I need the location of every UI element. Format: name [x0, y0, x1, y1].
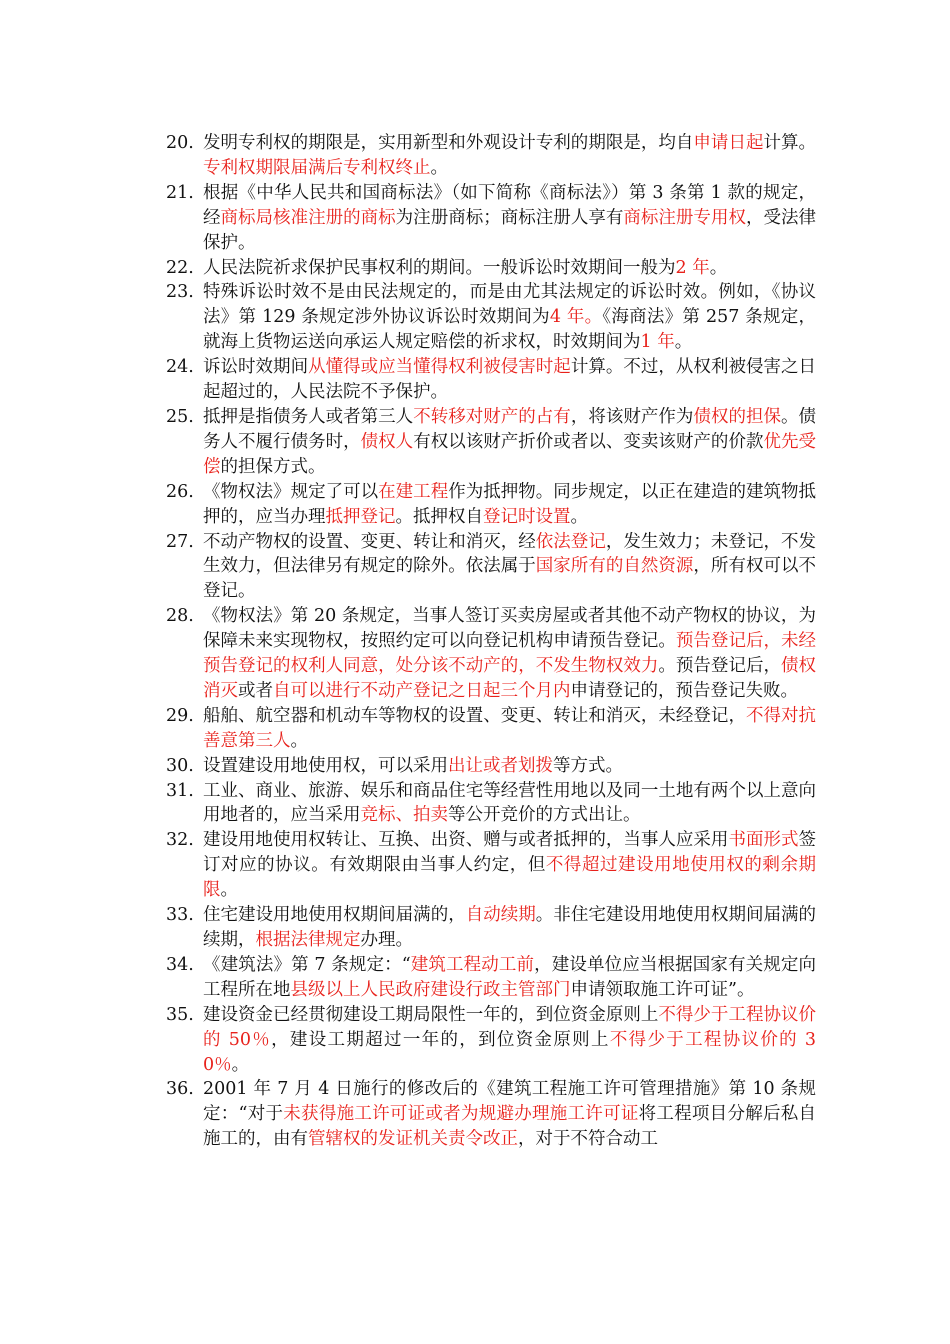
highlighted-text: 自可以进行不动产登记之日起三个月内 [273, 680, 571, 701]
body-text: 根据《中华人民共和国商标法》（如下简称《商标法》）第 3 条第 1 款的规定，经 [203, 182, 816, 228]
item-number: 29. [166, 705, 194, 726]
list-item [166, 1077, 816, 1152]
item-text [203, 828, 816, 903]
item-number: 25. [166, 406, 194, 427]
highlighted-text: 4 年。 [549, 307, 603, 328]
body-text: 。 [709, 257, 728, 278]
body-text: 计算。不过，从权利被侵害之日起超过的，人民法院不予保护。 [203, 357, 817, 403]
item-number: 31. [166, 780, 194, 801]
body-text: 。抵押权自 [395, 506, 483, 527]
item-number: 24. [166, 357, 194, 378]
highlighted-text: 国家所有的自然资源 [535, 556, 694, 577]
list-item [166, 953, 816, 1003]
body-text: 2001 年 7 月 4 日施行的修改后的《建筑工程施工许可管理措施》第 10 条规定：“对于 [203, 1079, 816, 1125]
body-text: 。债务人不履行债务时， [203, 406, 817, 452]
item-number: 34. [166, 954, 194, 975]
body-text: 特殊诉讼时效不是由民法规定的，而是由尤其法规定的诉讼时效。例如，《协议法》第 129 条规定涉外协议诉讼时效期间为 [203, 282, 816, 328]
highlighted-text: 在建工程 [378, 481, 449, 502]
item-number: 30. [166, 755, 194, 776]
item-text [203, 280, 816, 355]
body-text: 。 [220, 880, 238, 901]
item-number: 22. [166, 257, 194, 278]
item-text [203, 256, 816, 281]
body-text: 抵押是指债务人或者第三人 [203, 406, 414, 427]
item-text [203, 530, 816, 605]
body-text: 办理。 [360, 930, 413, 950]
body-text: 将工程项目分解后私自施工的，由有 [203, 1104, 817, 1150]
item-text [203, 1077, 816, 1152]
list-item [166, 181, 816, 256]
body-text: 人民法院祈求保护民事权利的期间。一般诉讼时效期间一般为 [203, 257, 676, 278]
highlighted-text: 预告登记后，未经预告登记的权利人同意，处分该不动产的，不发生物权效力 [203, 631, 817, 677]
list-item [166, 405, 816, 480]
highlighted-text: 根据法律规定 [255, 930, 361, 950]
highlighted-text: 1 年 [640, 332, 675, 353]
body-text: 申请领取施工许可证”。 [570, 979, 755, 1000]
list-item [166, 256, 816, 281]
body-text: 建设资金已经贯彻建设工期局限性一年的，到位资金原则上 [203, 1004, 659, 1025]
body-text: 。 [570, 506, 588, 527]
body-text: 《物权法》规定了可以 [203, 481, 379, 502]
body-text: ，建设工期超过一年的，到位资金原则上 [271, 1029, 610, 1050]
body-text: 为注册商标；商标注册人享有 [395, 207, 624, 228]
list-item [166, 828, 816, 903]
item-text [203, 903, 816, 953]
highlighted-text: 自动续期 [465, 905, 536, 926]
body-text: 或者 [238, 680, 273, 701]
body-text: 设置建设用地使用权，可以采用 [203, 755, 448, 776]
highlighted-text: 管辖权的发证机关责令改正 [308, 1129, 518, 1150]
item-number: 21. [166, 182, 194, 203]
body-text: ，将该财产作为 [570, 406, 694, 427]
item-number: 35. [166, 1004, 194, 1025]
highlighted-text: 专利权期限届满后专利权终止 [203, 157, 431, 178]
highlighted-text: 债权人 [360, 431, 414, 452]
body-text: 计算。 [763, 133, 817, 153]
highlighted-text: 债权消灭 [203, 656, 817, 701]
body-text: 。 [290, 730, 308, 751]
list-item [166, 604, 816, 704]
body-text: 《建筑法》第 7 条规定：“ [203, 954, 411, 975]
body-text: 船舶、航空器和机动车等物权的设置、变更、转让和消灭，未经登记， [203, 705, 746, 726]
body-text: 的担保方式。 [220, 456, 326, 477]
highlighted-text: 申请日起 [693, 133, 764, 153]
item-number: 23. [166, 282, 194, 303]
body-text: 《物权法》第 20 条规定，当事人签订买卖房屋或者其他不动产物权的协议，为保障未来实现物权，按照约定可以向登记机构申请预告登记。 [203, 606, 816, 652]
body-text: ，发生效力；未登记，不发生效力，但法律另有规定的除外。依法属于 [203, 531, 817, 577]
list-item [166, 779, 816, 829]
highlighted-text: 建筑工程动工前 [410, 954, 535, 975]
list-item [166, 280, 816, 355]
highlighted-text: 不得超过建设用地使用权的剩余期限 [203, 855, 817, 901]
item-number: 36. [166, 1079, 194, 1100]
highlighted-text: 登记时设置 [483, 506, 571, 527]
body-text: 工业、商业、旅游、娱乐和商品住宅等经营性用地以及同一土地有两个以上意向用地者的，应当采用 [203, 780, 816, 826]
list-item [166, 903, 816, 953]
highlighted-text: 出让或者划拨 [448, 755, 553, 776]
highlighted-text: 从懂得或应当懂得权利被侵害时起 [308, 357, 571, 378]
body-text: 签订对应的协议。有效期限由当事人约定，但 [203, 830, 817, 876]
list-item [166, 355, 816, 405]
highlighted-text: 优先受偿 [203, 431, 817, 477]
highlighted-text: 商标局核准注册的商标 [220, 207, 396, 228]
item-number: 20. [166, 133, 194, 153]
highlighted-text: 抵押登记 [325, 506, 396, 527]
highlighted-text: 县级以上人民政府建设行政主管部门 [290, 979, 571, 1000]
highlighted-text: 未获得施工许可证或者为规避办理施工许可证 [283, 1104, 639, 1125]
list-item [166, 1003, 816, 1078]
item-text [203, 131, 816, 181]
item-number: 32. [166, 830, 194, 851]
body-text: 。 [430, 157, 448, 178]
list-item [166, 131, 816, 181]
body-text: 发明专利权的期限是，实用新型和外观设计专利的期限是，均自 [203, 133, 694, 153]
list-item [166, 480, 816, 530]
highlighted-text: 债权的担保 [693, 406, 782, 427]
list-item [166, 754, 816, 779]
highlighted-text: 书面形式 [728, 830, 799, 851]
item-text [203, 754, 816, 779]
body-text: 等方式。 [553, 755, 623, 776]
item-text [203, 480, 816, 530]
list-item [166, 530, 816, 605]
body-text: 有权以该财产折价或者以、变卖该财产的价款 [413, 431, 764, 452]
item-number: 26. [166, 481, 194, 502]
body-text: 。非住宅建设用地使用权期间届满的续期， [203, 905, 817, 950]
highlighted-text: 不转移对财产的占有 [413, 406, 571, 427]
body-text: 。预告登记后， [658, 656, 781, 677]
highlighted-text: 不得少于工程协议价的 50％ [203, 1004, 817, 1050]
list-item [166, 704, 816, 754]
item-text [203, 604, 816, 704]
body-text: 《海商法》第 257 条规定，就海上货物运送向承运人规定赔偿的祈求权，时效期间为 [203, 307, 816, 353]
item-text [203, 405, 816, 480]
numbered-list [166, 131, 816, 1152]
body-text: 。 [674, 332, 693, 353]
body-text: ，受法律保护。 [203, 207, 817, 253]
highlighted-text: 不得少于工程协议价的 30％ [203, 1029, 816, 1075]
body-text: 不动产物权的设置、变更、转让和消灭，经 [203, 531, 536, 552]
body-text: ，建设单位应当根据国家有关规定向工程所在地 [203, 954, 817, 1000]
item-number: 33. [166, 905, 194, 926]
body-text: 作为抵押物。同步规定，以正在建造的建筑物抵押的，应当办理 [203, 481, 817, 527]
item-text [203, 355, 816, 405]
body-text: 等公开竞价的方式出让。 [448, 805, 641, 826]
body-text: 诉讼时效期间 [203, 357, 309, 378]
item-text [203, 181, 816, 256]
highlighted-text: 不得对抗善意第三人 [203, 705, 816, 751]
item-text [203, 779, 816, 829]
body-text: ，所有权可以不登记。 [203, 556, 817, 602]
body-text: ，对于不符合动工 [518, 1129, 658, 1150]
item-text [203, 704, 816, 754]
item-text [203, 953, 816, 1003]
highlighted-text: 依法登记 [535, 531, 606, 552]
body-text: 。 [231, 1054, 250, 1075]
body-text: 住宅建设用地使用权期间届满的， [203, 905, 466, 926]
body-text: 申请登记的，预告登记失败。 [570, 680, 798, 701]
item-number: 28. [166, 606, 194, 627]
highlighted-text: 商标注册专用权 [623, 207, 746, 228]
item-number: 27. [166, 531, 194, 552]
body-text: 建设用地使用权转让、互换、出资、赠与或者抵押的，当事人应采用 [203, 830, 729, 851]
highlighted-text: 竞标、拍卖 [360, 805, 448, 826]
highlighted-text: 2 年 [675, 257, 710, 278]
item-text [203, 1003, 816, 1078]
